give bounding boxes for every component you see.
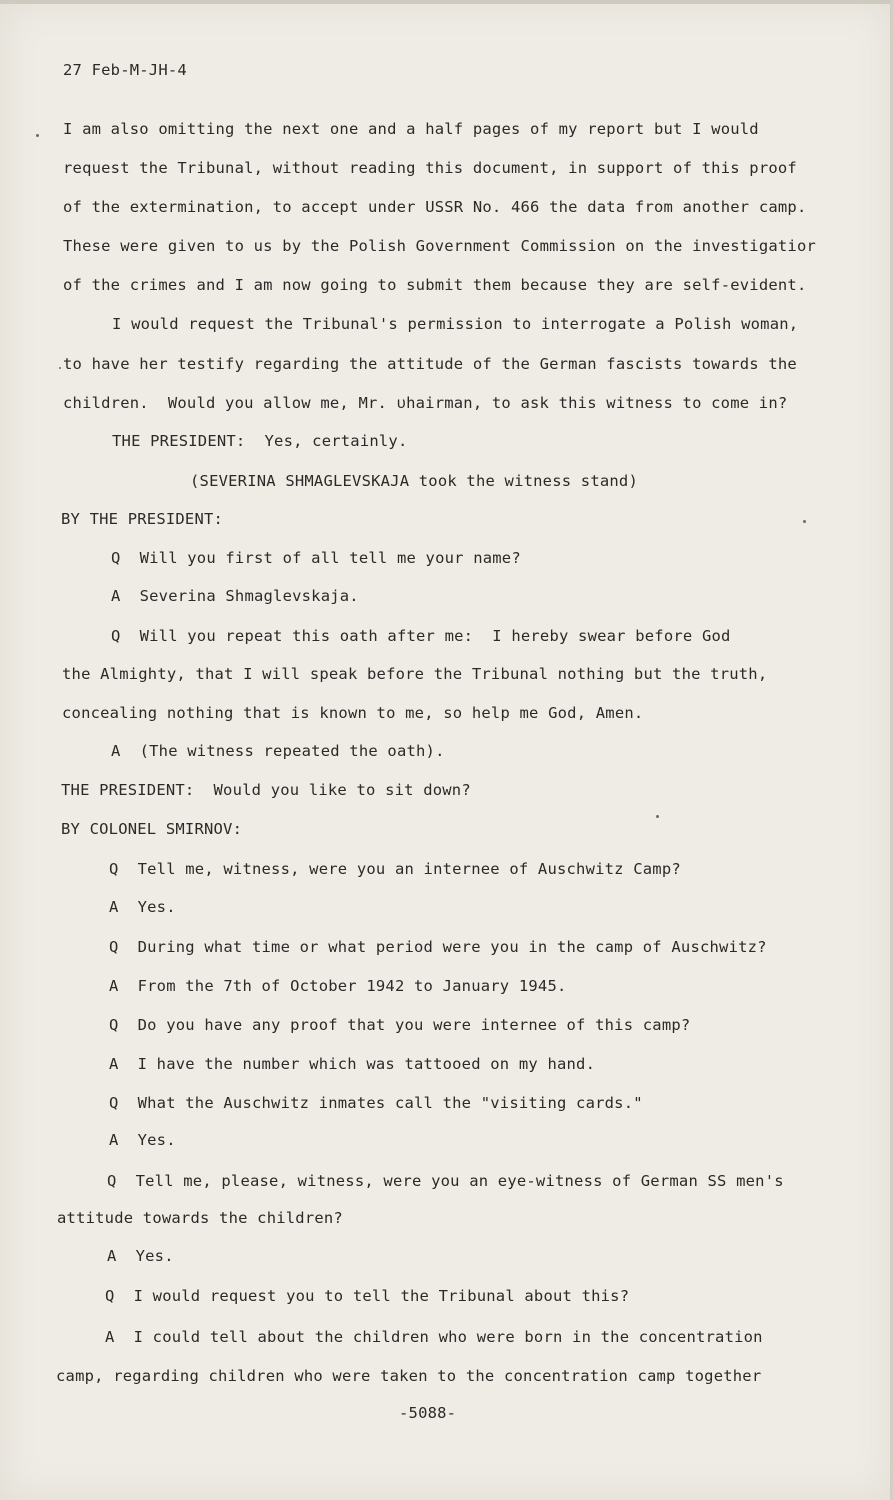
answer-line: A Yes. [107,1247,174,1265]
text-line: concealing nothing that is known to me, so help me God, Amen. [62,704,644,722]
text-line: I am also omitting the next one and a half pages of my report but I would [63,120,759,138]
paper-speck [59,367,61,369]
question-line: Q I would request you to tell the Tribunal about this? [105,1287,630,1305]
text-line: children. Would you allow me, Mr. ᴜhairman, to ask this witness to come in? [63,394,788,412]
question-line: Q What the Auschwitz inmates call the "visiting cards." [109,1094,643,1112]
answer-line: A From the 7th of October 1942 to January 1945. [109,977,567,995]
answer-line: A I have the number which was tattooed on my hand. [109,1055,596,1073]
section-heading: BY COLONEL SMIRNOV: [61,820,243,838]
answer-line: A Yes. [109,898,176,916]
question-line: Q Do you have any proof that you were internee of this camp? [109,1016,691,1034]
text-line: of the crimes and I am now going to submit them because they are self-evident. [63,276,807,294]
text-line: request the Tribunal, without reading this document, in support of this proof [63,159,797,177]
answer-line: A Yes. [109,1131,176,1149]
speaker-line: THE PRESIDENT: Would you like to sit down? [61,781,471,799]
question-line: Q Tell me, please, witness, were you an eye-witness of German SS men's [107,1172,784,1190]
text-line: to have her testify regarding the attitude of the German fascists towards the [63,355,797,373]
page-code-header: 27 Feb-M-JH-4 [63,61,187,79]
question-line: Q Will you repeat this oath after me: I hereby swear before God [111,627,731,645]
text-line: These were given to us by the Polish Government Commission on the investigatior [63,237,817,255]
page-top-edge [0,0,893,4]
section-heading: BY THE PRESIDENT: [61,510,224,528]
speaker-line: THE PRESIDENT: Yes, certainly. [112,432,408,450]
text-line: I would request the Tribunal's permission to interrogate a Polish woman, [112,315,799,333]
answer-line: A Severina Shmaglevskaja. [111,587,359,605]
text-line: the Almighty, that I will speak before the Tribunal nothing but the truth, [62,665,768,683]
question-line: Q Tell me, witness, were you an internee of Auschwitz Camp? [109,860,681,878]
paper-speck [803,520,806,523]
answer-line: A I could tell about the children who were born in the concentration [105,1328,763,1346]
paper-speck [36,134,39,137]
stage-direction: (SEVERINA SHMAGLEVSKAJA took the witness stand) [190,472,638,490]
text-line: of the extermination, to accept under USSR No. 466 the data from another camp. [63,198,807,216]
question-line: Q Will you first of all tell me your name? [111,549,521,567]
question-line: Q During what time or what period were you in the camp of Auschwitz? [109,938,767,956]
text-line: attitude towards the children? [57,1209,343,1227]
paper-speck [656,815,659,818]
text-line: camp, regarding children who were taken to the concentration camp together [56,1367,762,1385]
page-number: -5088- [399,1404,457,1422]
answer-line: A (The witness repeated the oath). [111,742,445,760]
